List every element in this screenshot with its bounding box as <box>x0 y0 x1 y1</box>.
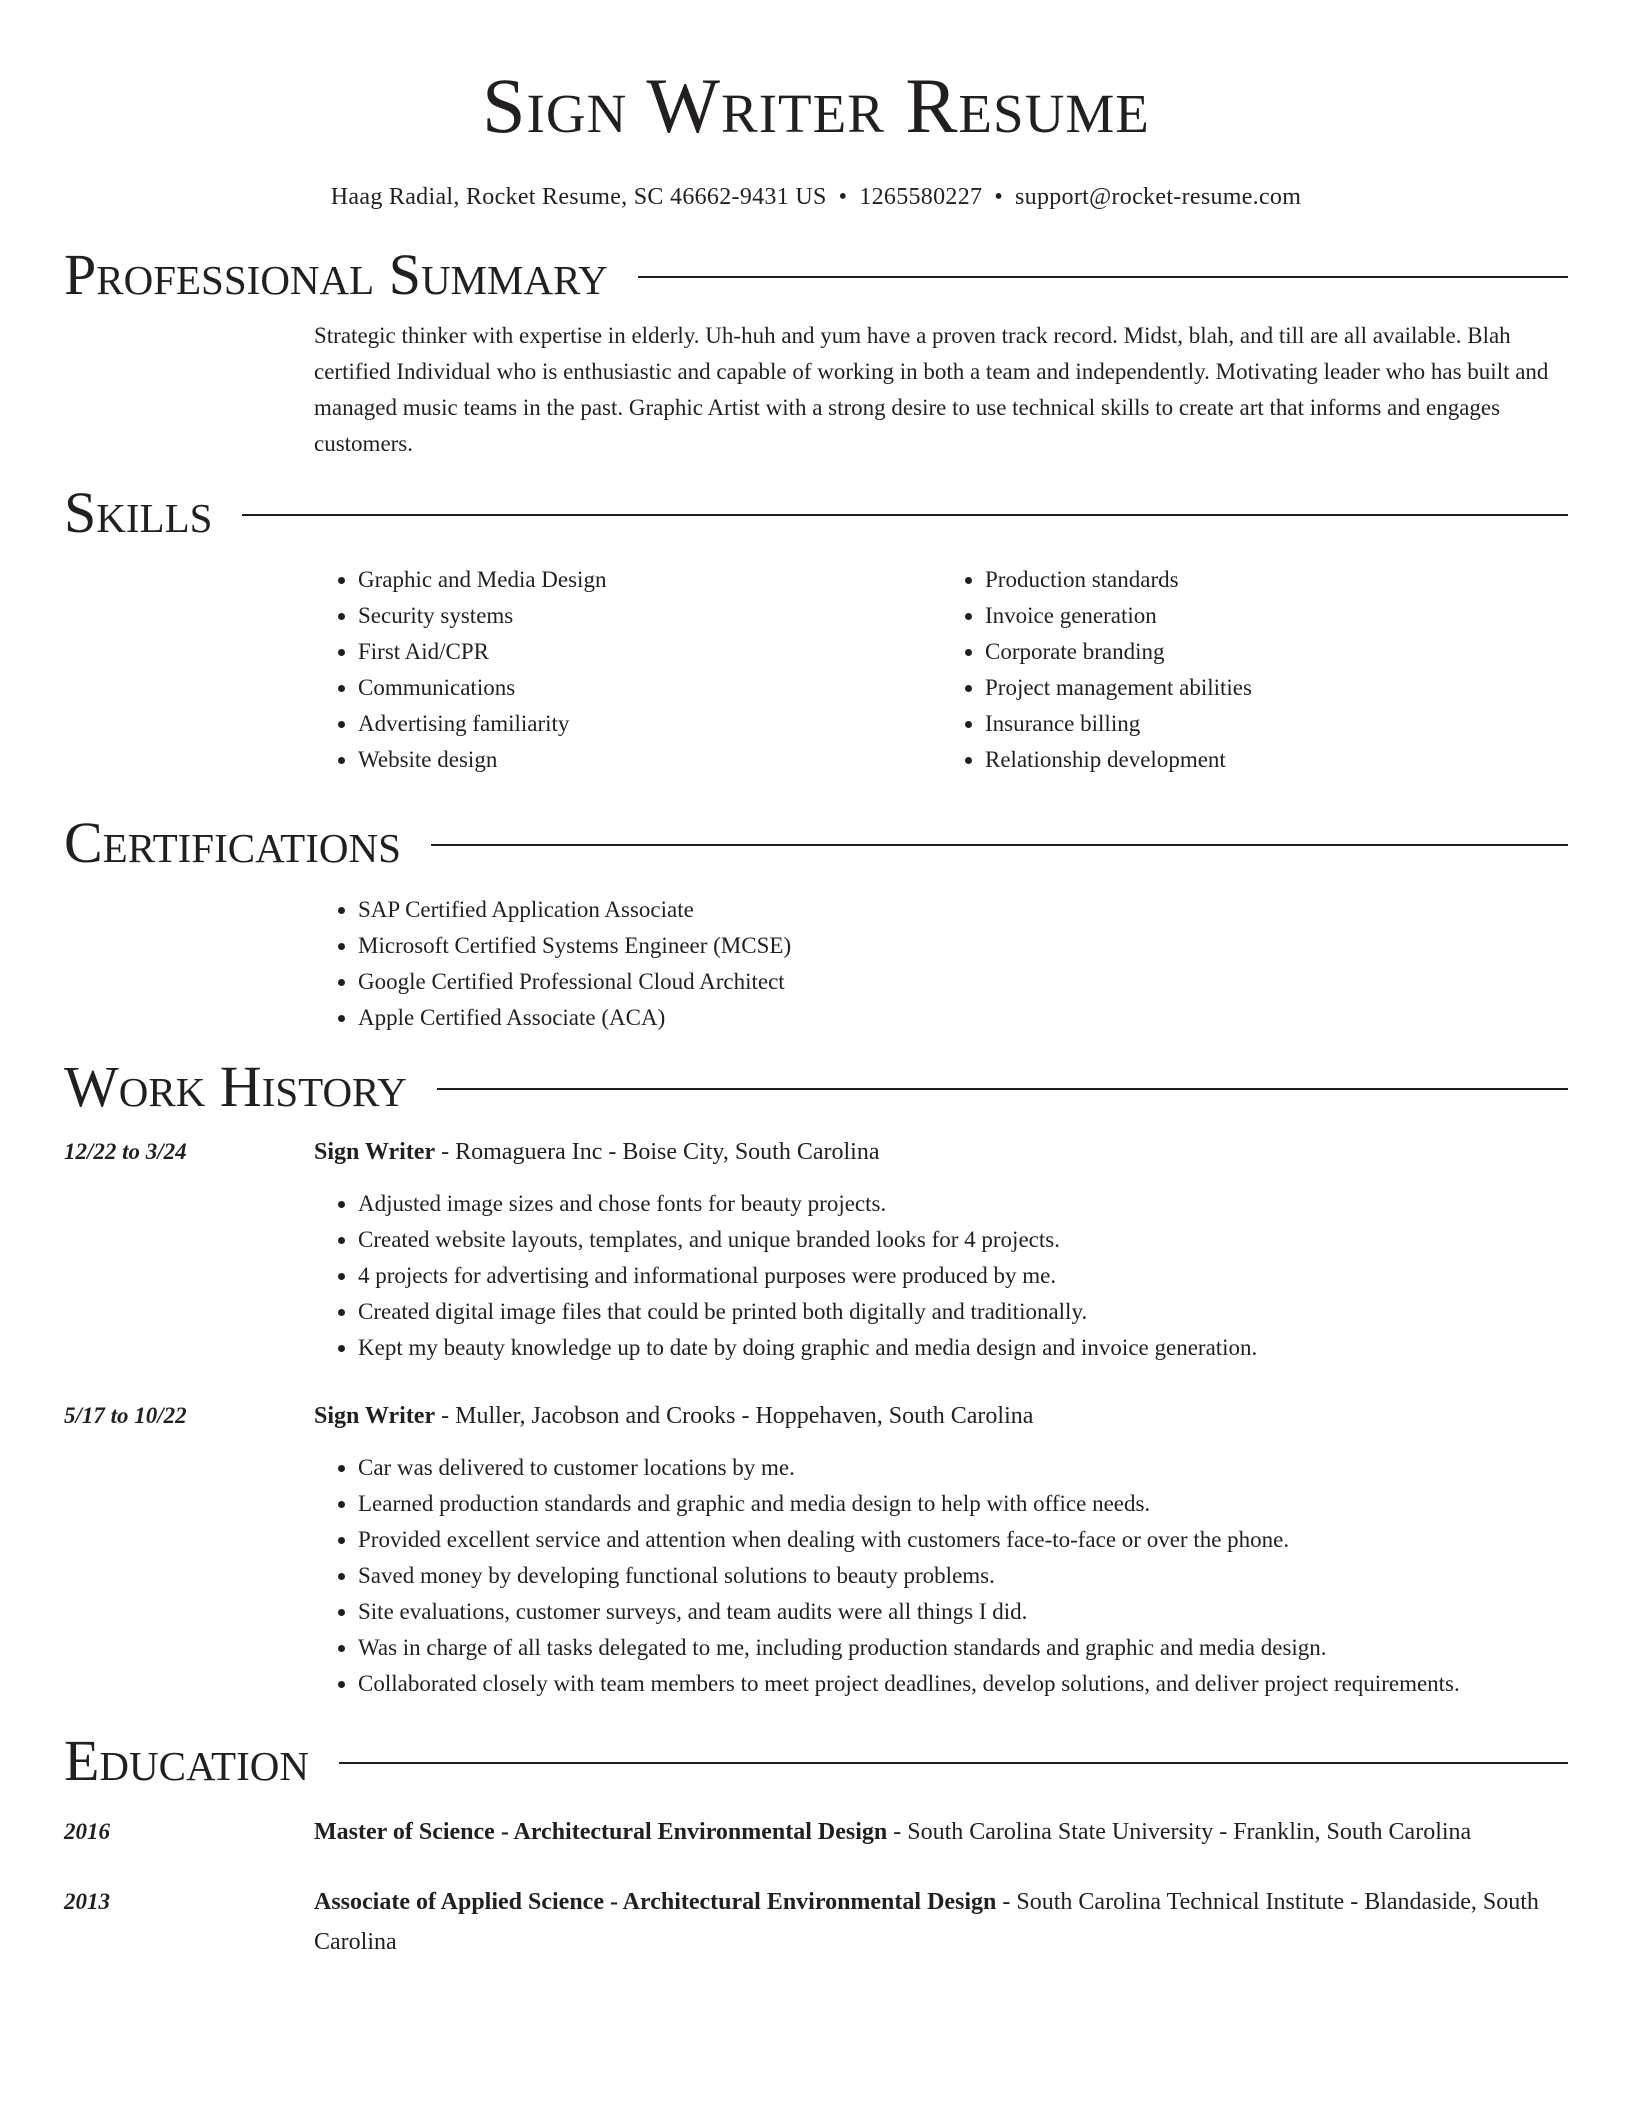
job-entry <box>64 1132 1568 1366</box>
list-item: • Adjusted image sizes and chose fonts for beauty projects. <box>358 1186 1568 1222</box>
certifications-list <box>314 892 1568 1036</box>
skills-column-left <box>314 562 941 778</box>
degree: Master of Science - Architectural Environmental Design <box>314 1819 888 1845</box>
degree: Associate of Applied Science - Architectural Environmental Design <box>314 1889 997 1915</box>
list-item: • Graphic and Media Design <box>358 562 941 598</box>
list-item: • Created website layouts, templates, and unique branded looks for 4 projects. <box>358 1222 1568 1258</box>
school-details: - South Carolina Technical Institute - Blandaside, South Carolina <box>314 1889 1539 1955</box>
list-item: • Kept my beauty knowledge up to date by doing graphic and media design and invoice generation. <box>358 1330 1568 1366</box>
education-year: 2013 <box>64 1889 110 1914</box>
job-details: - Muller, Jacobson and Crooks - Hoppehaven, South Carolina <box>435 1403 1034 1429</box>
list-item: • Website design <box>358 742 941 778</box>
list-item: • Insurance billing <box>985 706 1568 742</box>
list-item: • Apple Certified Associate (ACA) <box>358 1000 1568 1036</box>
list-item: • Corporate branding <box>985 634 1568 670</box>
job-heading <box>314 1132 1568 1172</box>
job-dates: 5/17 to 10/22 <box>64 1403 187 1428</box>
list-item: • Project management abilities <box>985 670 1568 706</box>
list-item: • Car was delivered to customer locations by me. <box>358 1450 1568 1486</box>
list-item: • Communications <box>358 670 941 706</box>
skills-section-header <box>64 478 1568 548</box>
education-entry <box>64 1882 1568 1962</box>
section-divider <box>638 276 1568 278</box>
list-item: • Security systems <box>358 598 941 634</box>
job-heading <box>314 1396 1568 1436</box>
job-dates: 12/22 to 3/24 <box>64 1139 187 1164</box>
list-item: • Google Certified Professional Cloud Architect <box>358 964 1568 1000</box>
separator-dot: • <box>838 184 848 210</box>
list-item: • Provided excellent service and attention when dealing with customers face-to-face or over the phone. <box>358 1522 1568 1558</box>
skills-list <box>314 562 1568 778</box>
section-divider <box>437 1088 1568 1090</box>
list-item: • Was in charge of all tasks delegated to me, including production standards and graphic and media design. <box>358 1630 1568 1666</box>
separator-dot: • <box>994 184 1004 210</box>
section-title: Work History <box>64 1054 407 1119</box>
skills-column-right <box>941 562 1568 778</box>
list-item: • Created digital image files that could be printed both digitally and traditionally. <box>358 1294 1568 1330</box>
list-item: • Site evaluations, customer surveys, and team audits were all things I did. <box>358 1594 1568 1630</box>
list-item: • Relationship development <box>985 742 1568 778</box>
job-role: Sign Writer <box>314 1403 436 1429</box>
list-item: • Collaborated closely with team members to meet project deadlines, develop solutions, and deliver project requirements. <box>358 1666 1568 1702</box>
list-item: • Microsoft Certified Systems Engineer (MCSE) <box>358 928 1568 964</box>
education-year: 2016 <box>64 1819 110 1844</box>
section-divider <box>339 1762 1568 1764</box>
certifications-section-header <box>64 808 1568 878</box>
job-details: - Romaguera Inc - Boise City, South Carolina <box>435 1139 880 1165</box>
section-title: Certifications <box>64 810 401 875</box>
list-item: • 4 projects for advertising and informational purposes were produced by me. <box>358 1258 1568 1294</box>
list-item: • Advertising familiarity <box>358 706 941 742</box>
job-entry <box>64 1396 1568 1702</box>
list-item: • Invoice generation <box>985 598 1568 634</box>
work-section-header <box>64 1052 1568 1122</box>
section-divider <box>431 844 1568 846</box>
section-title: Professional Summary <box>64 242 608 307</box>
list-item: • Saved money by developing functional solutions to beauty problems. <box>358 1558 1568 1594</box>
job-role: Sign Writer <box>314 1139 436 1165</box>
summary-text: Strategic thinker with expertise in elderly. Uh-huh and yum have a proven track record. Midst, blah, and till are all available. Blah certified Individual who is enthusiastic and capable of working in both a team and independently. Motivating leader who has built and managed music teams in the past. Graphic Artist with a strong desire to use technical skills to create art that informs and engages customers. <box>314 323 1549 456</box>
school-details: - South Carolina State University - Franklin, South Carolina <box>887 1819 1472 1845</box>
job-bullets <box>314 1450 1568 1702</box>
list-item: • Production standards <box>985 562 1568 598</box>
education-entry <box>64 1812 1568 1852</box>
address: Haag Radial, Rocket Resume, SC 46662-9431 US <box>330 184 827 210</box>
section-title: Education <box>64 1728 309 1793</box>
list-item: • SAP Certified Application Associate <box>358 892 1568 928</box>
section-title: Skills <box>64 480 213 545</box>
list-item: • First Aid/CPR <box>358 634 941 670</box>
list-item: • Learned production standards and graphic and media design to help with office needs. <box>358 1486 1568 1522</box>
summary-section-header <box>64 240 1568 310</box>
contact-line <box>64 182 1568 212</box>
job-bullets <box>314 1186 1568 1366</box>
resume-title: Sign Writer Resume <box>482 62 1150 149</box>
education-section-header <box>64 1726 1568 1796</box>
email: support@rocket-resume.com <box>1015 184 1302 210</box>
section-divider <box>242 514 1568 516</box>
phone: 1265580227 <box>859 184 983 210</box>
